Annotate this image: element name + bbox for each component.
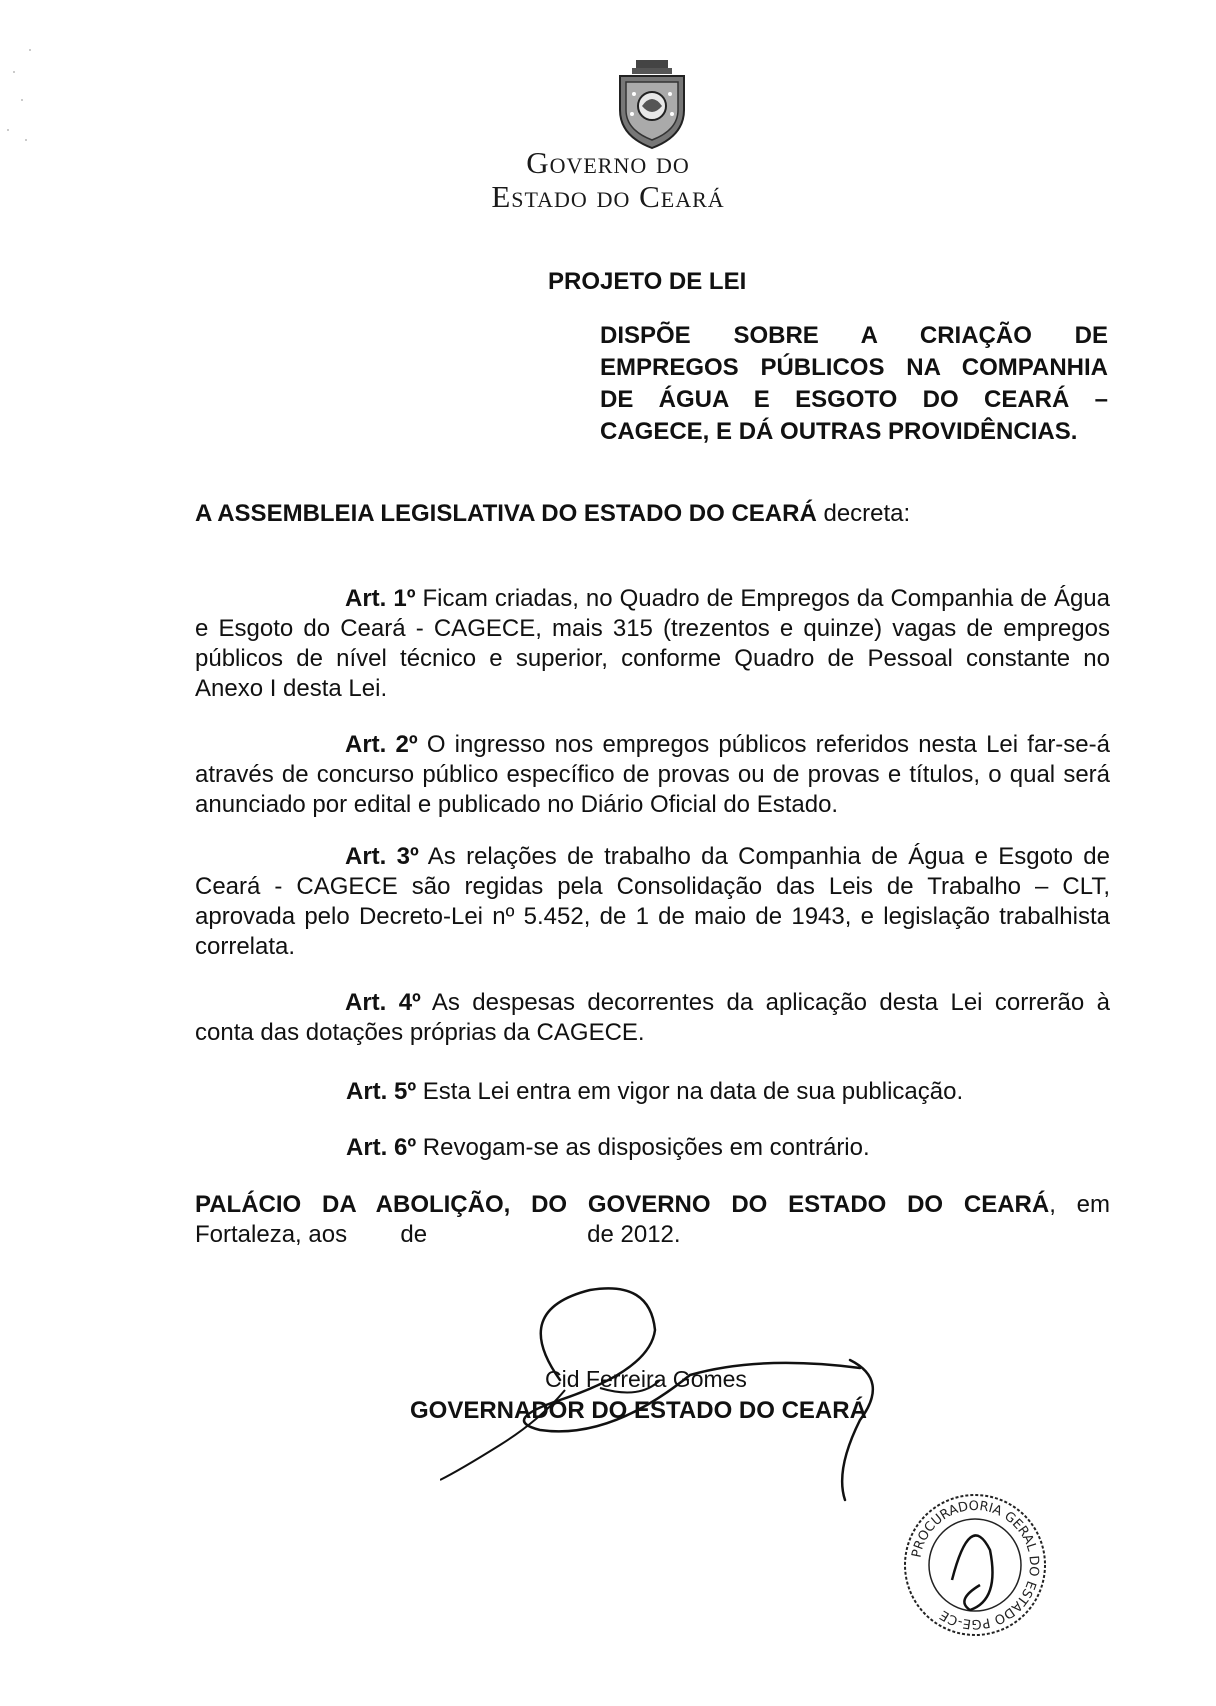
closing-bold: PALÁCIO DA ABOLIÇÃO, DO GOVERNO DO ESTADO DO CEARÁ (195, 1191, 1050, 1218)
article-3 (195, 842, 1110, 962)
svg-text:PROCURADORIA GERAL DO ESTADO P: PROCURADORIA GERAL DO ESTADO PGE-CE (909, 1498, 1042, 1632)
article-2 (195, 730, 1110, 820)
ementa-line: DE ÁGUA E ESGOTO DO CEARÁ – (600, 386, 1108, 413)
closing-rest: , em (1049, 1191, 1110, 1218)
closing (195, 1190, 1110, 1250)
procuradoria-stamp-icon (900, 1490, 1050, 1640)
article-label: Art. 5º (346, 1078, 417, 1105)
article-label: Art. 6º (346, 1134, 417, 1161)
article-5 (346, 1078, 963, 1106)
closing-line-2: Fortaleza, aos de de 2012. (195, 1221, 681, 1248)
article-text: Esta Lei entra em vigor na data de sua publicação. (416, 1078, 964, 1105)
article-label: Art. 4º (345, 989, 421, 1016)
state-coat-of-arms-icon (612, 58, 692, 150)
ementa-line: DISPÕE SOBRE A CRIAÇÃO DE (600, 322, 1108, 349)
article-label: Art. 1º (345, 585, 416, 612)
article-label: Art. 3º (345, 843, 419, 870)
scan-specks (0, 40, 40, 160)
preamble-rest: decreta: (816, 500, 911, 527)
signatory-role: GOVERNADOR DO ESTADO DO CEARÁ (410, 1397, 867, 1424)
article-4 (195, 988, 1110, 1048)
article-text: O ingresso nos empregos públicos referidos nesta Lei far-se-á através de concurso público específico de provas ou de provas e títulos, o qual será anunciado por edital e publicado no Diário Oficial do Estado. (195, 731, 1110, 818)
article-6 (346, 1134, 870, 1162)
document-type: PROJETO DE LEI (548, 268, 747, 295)
ementa-line: EMPREGOS PÚBLICOS NA COMPANHIA (600, 354, 1108, 381)
article-text: As despesas decorrentes da aplicação desta Lei correrão à conta das dotações próprias da CAGECE. (195, 989, 1110, 1046)
closing-line-1 (195, 1190, 1110, 1220)
preamble (195, 500, 910, 528)
ementa-line: CAGECE, E DÁ OUTRAS PROVIDÊNCIAS. (600, 418, 1078, 445)
article-label: Art. 2º (345, 731, 418, 758)
article-text: Revogam-se as disposições em contrário. (416, 1134, 870, 1161)
header-government: Governo do (526, 145, 690, 180)
article-1 (195, 584, 1110, 704)
signatory-name: Cid Ferreira Gomes (545, 1366, 747, 1392)
header-state: Estado do Ceará (491, 179, 725, 214)
ementa (600, 320, 1108, 448)
article-text: Ficam criadas, no Quadro de Empregos da Companhia de Água e Esgoto do Ceará - CAGECE, mais 315 (trezentos e quinze) vagas de empregos públicos de nível técnico e superior, conforme Quadro de Pessoal constante no Anexo I desta Lei. (195, 585, 1110, 702)
preamble-bold: A ASSEMBLEIA LEGISLATIVA DO ESTADO DO CEARÁ (195, 500, 817, 527)
article-text: As relações de trabalho da Companhia de Água e Esgoto de Ceará - CAGECE são regidas pela Consolidação das Leis de Trabalho – CLT, aprovada pelo Decreto-Lei nº 5.452, de 1 de maio de 1943, e legislação trabalhista correlata. (195, 843, 1110, 960)
